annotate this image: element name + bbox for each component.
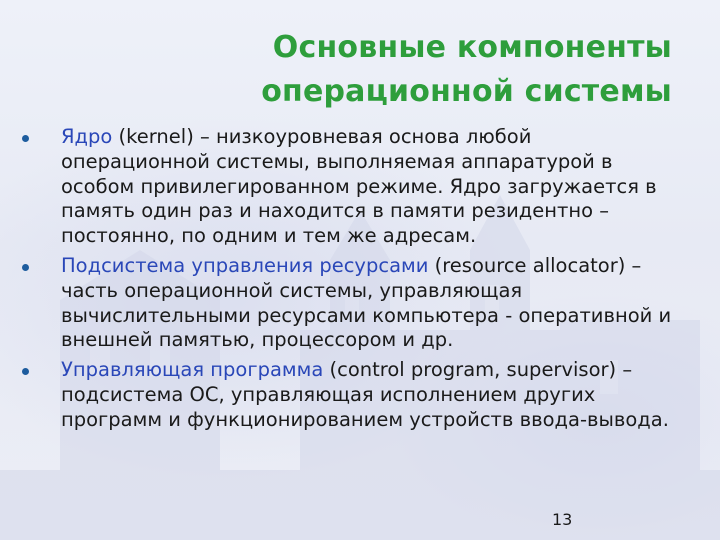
bullet-line: постоянно, по одним и тем же адресам.	[61, 224, 477, 248]
bullet-item-resource-allocator	[20, 254, 712, 353]
bullet-list	[20, 125, 712, 433]
bullet-line: программ и функционированием устройств ввода-вывода.	[61, 407, 669, 431]
bullet-item-kernel	[20, 125, 712, 249]
bullet-term: Ядро	[61, 125, 113, 148]
bullet-line: внешней памятью, процессором и др.	[61, 328, 454, 352]
bullet-line	[61, 125, 712, 150]
bullet-dot-icon	[22, 264, 29, 271]
bullet-text: (kernel) – низкоуровневая основа любой	[112, 125, 532, 148]
slide-title-line-1: Основные компоненты	[272, 30, 672, 65]
bullet-line: операционной системы, выполняемая аппаратурой в	[61, 149, 613, 173]
bullet-term: Подсистема управления ресурсами	[61, 253, 429, 277]
slide-title	[152, 26, 672, 114]
bullet-line: подсистема ОС, управляющая исполнением других	[61, 382, 596, 406]
bullet-line: особом привилегированном режиме. Ядро загружается в	[61, 174, 657, 198]
bullet-line	[61, 358, 712, 383]
bullet-text: (resource allocator) –	[428, 253, 642, 277]
slide-title-line-2: операционной системы	[261, 74, 672, 109]
bullet-line: память один раз и находится в памяти резидентно –	[61, 199, 610, 223]
bullet-line: часть операционной системы, управляющая	[61, 278, 523, 302]
page-number: 13	[552, 510, 573, 529]
bullet-text: (control program, supervisor) –	[323, 358, 633, 382]
bullet-line: вычислительными ресурсами компьютера - оперативной и	[61, 303, 672, 327]
bullet-term: Управляющая программа	[61, 358, 324, 382]
bullet-dot-icon	[22, 368, 29, 375]
bullet-line	[61, 254, 712, 279]
bullet-item-control-program	[20, 358, 712, 432]
bullet-dot-icon	[22, 135, 29, 142]
